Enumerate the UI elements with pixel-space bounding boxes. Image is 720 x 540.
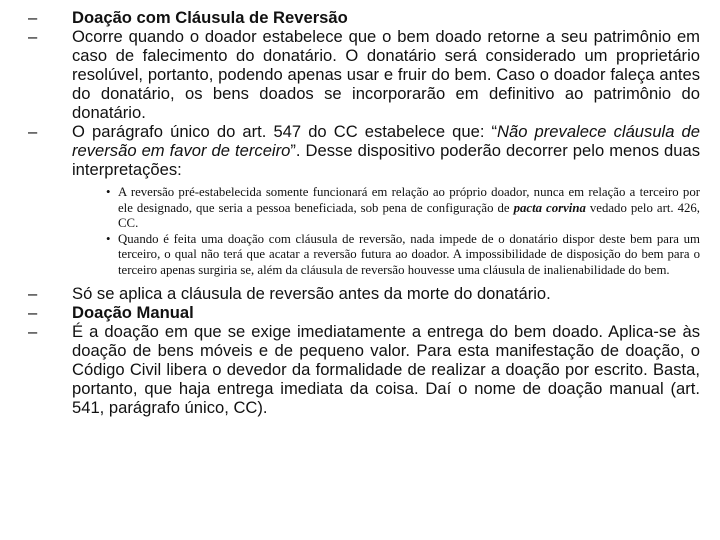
reversao-rule-text: Só se aplica a cláusula de reversão antes da morte do donatário.: [72, 284, 551, 303]
list-item-heading-reversao: [28, 8, 700, 27]
heading-reversao: Doação com Cláusula de Reversão: [72, 8, 348, 27]
definition-text: Ocorre quando o doador estabelece que o bem doado retorne a seu patrimônio em caso de falecimento do donatário. O donatário será considerado um proprietário resolúvel, portanto, podendo apenas usar e fruir do bem. Caso o doador faleça antes do donatário, os bens doados se incorporarão em definitivo ao patrimônio do donatário.: [72, 27, 700, 122]
interpretation-item: [106, 232, 700, 279]
list-item-definition: [28, 27, 700, 122]
bullet-marker: •: [106, 231, 111, 246]
bullet-marker: •: [106, 185, 111, 199]
main-list: [28, 8, 700, 417]
list-item-heading-manual: [28, 303, 700, 322]
art-547-text-before: O parágrafo único do art. 547 do CC estabelece que: “: [72, 122, 498, 141]
list-item-reversao-rule: [28, 284, 700, 303]
interpretation-1-before: A reversão pré-estabelecida somente funcionará em relação ao próprio doador, nunca em relação a terceiro por ele designado, que seria a pessoa beneficiada, sob pena de configuração de: [118, 185, 700, 215]
interpretation-2-text: Quando é feita uma doação com cláusula de reversão, nada impede de o donatário dispor deste bem para um terceiro, o qual não terá que acatar a reversão futura ao doador. A impossibilidade de disposição do bem para o terceiro apenas surgiria se, além da cláusula de reversão houvesse uma cláusula de inalienabilidade do bem.: [118, 231, 700, 277]
interpretation-1-after: vedado pelo art. 426, CC.: [118, 200, 700, 230]
list-item-manual-definition: [28, 322, 700, 417]
dash-marker: –: [28, 27, 38, 46]
dash-marker: –: [28, 303, 38, 322]
manual-definition-text: É a doação em que se exige imediatamente a entrega do bem doado. Aplica-se às doação de bens móveis e de pequeno valor. Para esta manifestação de doação, o Código Civil libera o devedor da formalidade de realizar a doação por escrito. Basta, portanto, que haja entrega imediata da coisa. Daí o nome de doação manual (art. 541, parágrafo único, CC).: [72, 322, 700, 417]
list-item-art-547: [28, 122, 700, 278]
art-547-quote: Não prevalece cláusula de reversão em favor de terceiro: [72, 122, 700, 160]
interpretation-item: [106, 185, 700, 232]
dash-marker: –: [28, 122, 38, 141]
pacta-corvina-term: pacta corvina: [513, 200, 586, 215]
dash-marker: –: [28, 8, 38, 27]
heading-manual: Doação Manual: [72, 303, 194, 322]
art-547-text-after: ”. Desse dispositivo poderão decorrer pelo menos duas interpretações:: [72, 141, 701, 179]
dash-marker: –: [28, 284, 38, 303]
dash-marker: –: [28, 322, 38, 341]
interpretations-list: [72, 185, 700, 278]
